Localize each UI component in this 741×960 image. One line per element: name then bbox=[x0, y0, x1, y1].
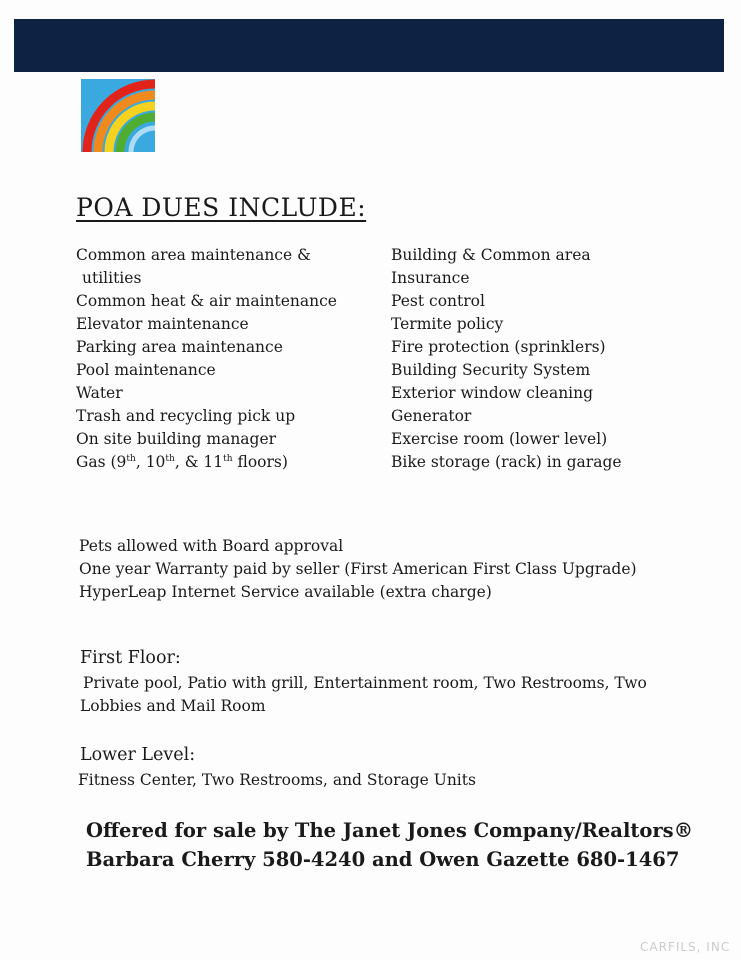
list-item: Pool maintenance bbox=[76, 361, 216, 379]
list-item: Termite policy bbox=[391, 315, 504, 333]
list-item: Parking area maintenance bbox=[76, 338, 283, 356]
offer-line-2: Barbara Cherry 580-4240 and Owen Gazette 680-1467 bbox=[86, 848, 680, 871]
list-item: Bike storage (rack) in garage bbox=[391, 453, 622, 471]
note-item: Pets allowed with Board approval bbox=[79, 537, 344, 555]
rainbow-logo-icon bbox=[81, 79, 155, 152]
list-item: Exercise room (lower level) bbox=[391, 430, 608, 448]
list-item: Pest control bbox=[391, 292, 485, 310]
header-banner bbox=[14, 19, 724, 72]
dues-list-right bbox=[391, 244, 721, 474]
lower-level-text: Fitness Center, Two Restrooms, and Storage Units bbox=[78, 771, 476, 789]
list-item: Water bbox=[76, 384, 123, 402]
offer-text bbox=[86, 816, 693, 874]
offer-line-1: Offered for sale by The Janet Jones Company/Realtors® bbox=[86, 819, 694, 842]
page-title: POA DUES INCLUDE: bbox=[76, 193, 367, 222]
list-item: Elevator maintenance bbox=[76, 315, 249, 333]
list-item: Exterior window cleaning bbox=[391, 384, 594, 402]
list-item-gas: Gas (9th, 10th, & 11th floors) bbox=[76, 453, 288, 471]
lower-level-title: Lower Level: bbox=[80, 745, 196, 765]
list-item: Insurance bbox=[391, 269, 470, 287]
first-floor-title: First Floor: bbox=[80, 648, 181, 668]
list-item: Fire protection (sprinklers) bbox=[391, 338, 606, 356]
list-item: Common heat & air maintenance bbox=[76, 292, 337, 310]
note-item: One year Warranty paid by seller (First American First Class Upgrade) bbox=[79, 560, 637, 578]
watermark: CARFILS, INC bbox=[640, 940, 731, 954]
notes-list bbox=[79, 535, 637, 604]
dues-list-left bbox=[76, 244, 376, 474]
list-item: Common area maintenance & utilities bbox=[76, 246, 311, 287]
list-item: Trash and recycling pick up bbox=[76, 407, 296, 425]
list-item: Building Security System bbox=[391, 361, 591, 379]
list-item: Generator bbox=[391, 407, 472, 425]
first-floor-text: Private pool, Patio with grill, Entertainment room, Two Restrooms, Two Lobbies and Mail Room bbox=[80, 674, 647, 715]
list-item: On site building manager bbox=[76, 430, 277, 448]
note-item: HyperLeap Internet Service available (extra charge) bbox=[79, 583, 492, 601]
list-item: Building & Common area bbox=[391, 246, 591, 264]
